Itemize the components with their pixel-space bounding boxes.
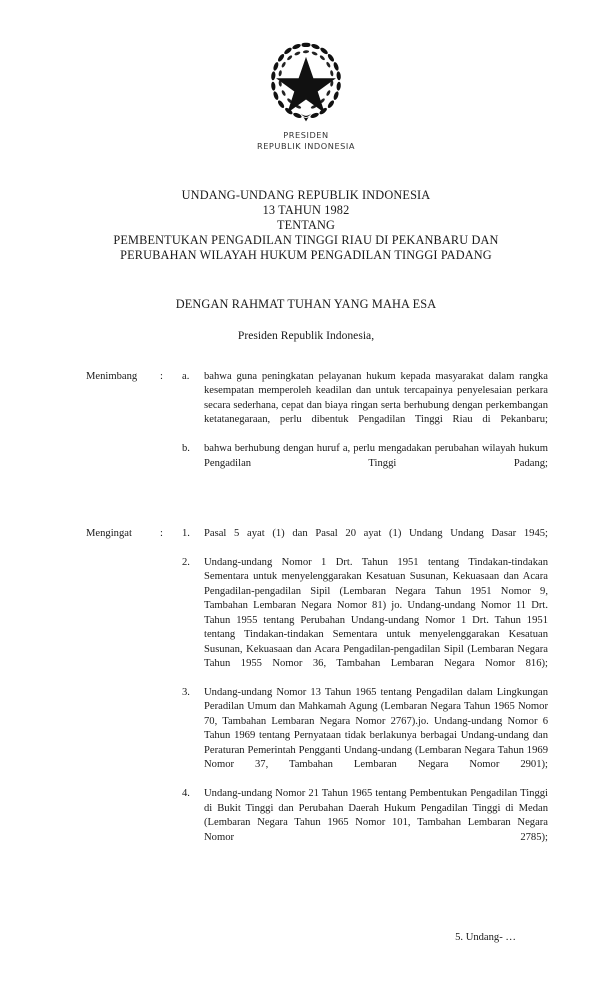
list-item: [182, 442, 548, 485]
emblem-caption: [0, 130, 612, 152]
item-text: bahwa berhubung dengan huruf a, perlu mengadakan perubahan wilayah hukum Pengadilan Tinggi Padang;: [204, 443, 548, 469]
item-marker: 4.: [182, 788, 190, 800]
clause-menimbang-colon: :: [160, 371, 163, 382]
presidential-emblem-block: [0, 38, 612, 152]
clause-menimbang: [86, 370, 548, 486]
list-item: [182, 686, 548, 787]
title-line-2: 13 TAHUN 1982: [262, 203, 350, 218]
clause-mengingat-label: Mengingat: [86, 528, 132, 539]
clause-mengingat-colon: :: [160, 528, 163, 539]
item-marker: 3.: [182, 686, 190, 698]
item-text: Undang-undang Nomor 21 Tahun 1965 tentang Pembentukan Pengadilan Tinggi di Bukit Tinggi dan Perubahan Daerah Hukum Pengadilan Tinggi di Medan (Lembaran Negara Tahun 1965 Nomor 101, Tambahan Lembaran Negara Nomor 2785);: [204, 788, 548, 843]
title-line-1: UNDANG-UNDANG REPUBLIK INDONESIA: [181, 188, 431, 202]
list-item: [182, 556, 548, 686]
item-marker: 1.: [182, 528, 190, 539]
title-line-5: PERUBAHAN WILAYAH HUKUM PENGADILAN TINGGI PADANG: [120, 248, 492, 263]
clause-mengingat: [86, 527, 548, 859]
clause-menimbang-label: Menimbang: [86, 371, 138, 382]
page-title: [56, 188, 556, 263]
list-item: [182, 787, 548, 859]
emblem-caption-line-2: REPUBLIK INDONESIA: [256, 141, 356, 151]
item-text: Pasal 5 ayat (1) dan Pasal 20 ayat (1) Undang Undang Dasar 1945;: [204, 528, 548, 539]
item-marker: a.: [182, 371, 190, 382]
president-signature-line: Presiden Republik Indonesia,: [237, 329, 375, 342]
clause-menimbang-items: [182, 370, 548, 486]
continuation-marker: 5. Undang- …: [455, 932, 516, 943]
title-line-4: PEMBENTUKAN PENGADILAN TINGGI RIAU DI PEKANBARU DAN: [113, 233, 499, 248]
item-text: Undang-undang Nomor 1 Drt. Tahun 1951 tentang Tindakan-tindakan Sementara untuk menyelenggarakan Kesatuan Susunan, Kekuasaan dan Acara Pengadilan-pengadilan Sipil (Lembaran Negara Tahun 1951 Nomor 9, Tambahan Lembaran Negara Nomor 81) jo. Undang-undang Nomor 11 Drt. Tahun 1955 tentang Perubahan Undang-undang Nomor 1 Drt. Tahun 1951 tentang Tindakan-tindakan Sementara untuk menyelenggarakan Kesatuan Susunan, Kekuasaan dan Acara Pengadilan-pengadilan Sipil (Lembaran Negara Tahun 1955 Nomor 36, Tambahan Lembaran Negara Nomor 816);: [204, 556, 548, 670]
item-marker: 2.: [182, 556, 190, 568]
clause-mengingat-items: [182, 527, 548, 859]
item-text: Undang-undang Nomor 13 Tahun 1965 tentang Pengadilan dalam Lingkungan Peradilan Umum dan Mahkamah Agung (Lembaran Negara Tahun 1965 Nomor 70, Tambahan Lembaran Negara Nomor 2767).jo. Undang-undang Nomor 6 Tahun 1969 tentang Pernyataan tidak berlakunya berbagai Undang-undang dan Peraturan Pemerintah Pengganti Undang-undang (Lembaran Negara Tahun 1969 Nomor 37, Tambahan Lembaran Negara Nomor 2901);: [204, 686, 548, 771]
indonesian-presidential-seal-icon: [263, 38, 349, 124]
list-item: [182, 527, 548, 556]
emblem-caption-line-1: PRESIDEN: [283, 130, 329, 140]
decree-invocation: DENGAN RAHMAT TUHAN YANG MAHA ESA: [175, 297, 437, 311]
list-item: [182, 370, 548, 442]
item-marker: b.: [182, 443, 190, 455]
item-text: bahwa guna peningkatan pelayanan hukum kepada masyarakat dalam rangka kesempatan memperoleh keadilan dan untuk tercapainya penyelesaian perkara secara sederhana, cepat dan biaya ringan serta berhubung dengan perkembangan ketatanegaraan, perlu dibentuk Pengadilan Tinggi Riau di Pekanbaru;: [204, 371, 548, 426]
title-line-3: TENTANG: [276, 218, 336, 233]
